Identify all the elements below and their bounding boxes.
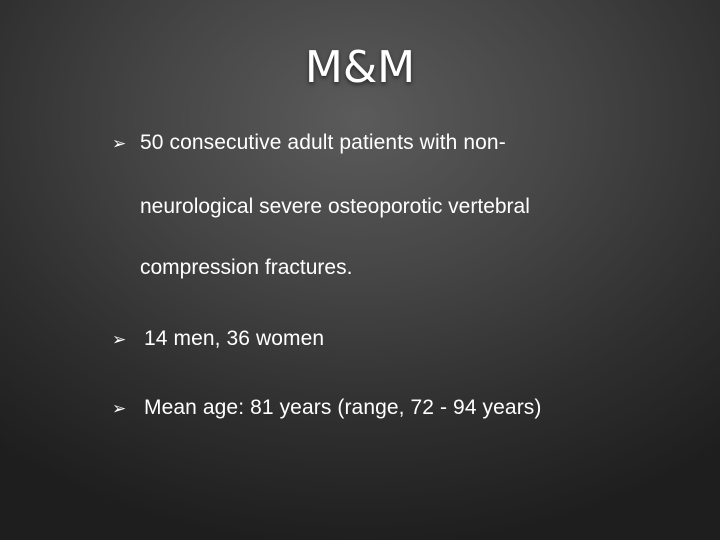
slide-title: M&M — [304, 42, 416, 93]
bullet-text: Mean age: 81 years (range, 72 - 94 years) — [144, 396, 542, 419]
bullet-text: 14 men, 36 women — [144, 327, 325, 350]
arrow-bullet-icon: ➢ — [112, 134, 127, 153]
bullet-item-sex — [112, 327, 324, 351]
bullet-line: neurological severe osteoporotic vertebral — [140, 195, 530, 218]
bullet-item-patients — [112, 131, 672, 280]
bullet-item-age — [112, 396, 541, 420]
bullet-line: 50 consecutive adult patients with non- — [140, 131, 506, 154]
arrow-bullet-icon: ➢ — [112, 330, 127, 349]
arrow-bullet-icon: ➢ — [112, 399, 127, 418]
bullet-line: compression fractures. — [140, 256, 353, 279]
